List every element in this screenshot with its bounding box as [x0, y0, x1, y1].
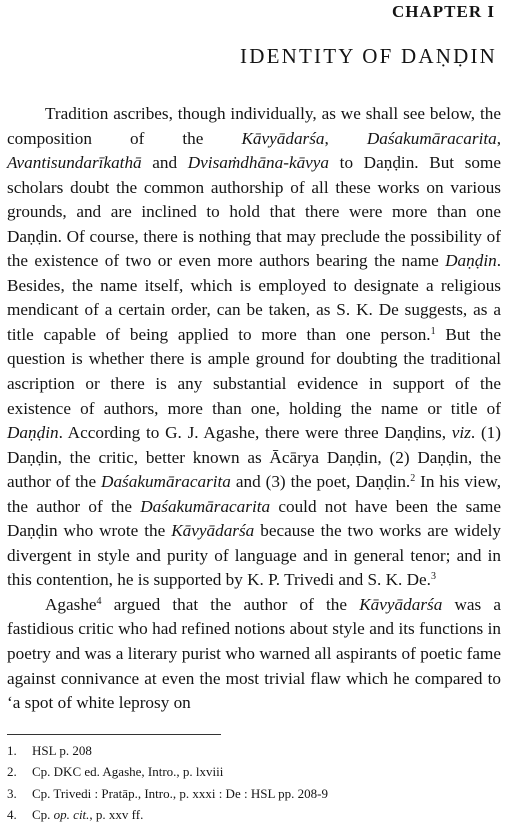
- footnote-2: [7, 761, 501, 782]
- footnote-text: [32, 764, 223, 779]
- footnote-ref: 2: [410, 473, 416, 485]
- italic-text: Dvisaṁdhāna-kāvya: [187, 153, 330, 173]
- italic-text: Kāvyādarśa: [359, 594, 443, 614]
- italic-text: Avantisundarīkathā: [7, 153, 142, 173]
- footnote-text: [32, 786, 328, 801]
- footnote-4: [7, 804, 501, 825]
- text-run: , p. xxv ff.: [89, 806, 144, 822]
- text-run: argued that the author of the: [101, 594, 360, 614]
- text-run: and: [141, 153, 188, 173]
- text-run: HSL p. 208: [32, 743, 92, 758]
- italic-text: Daśakumāracarita: [140, 496, 271, 516]
- footnote-number: 3.: [7, 785, 17, 801]
- text-run: Tradition ascribes, though individually, as we shall see below, the composition of the: [7, 104, 501, 148]
- footnote-ref: 4: [96, 595, 102, 607]
- text-run: ,: [324, 128, 367, 148]
- italic-text: Daṇḍin: [7, 423, 59, 443]
- italic-text: Kāvyādarśa: [241, 128, 325, 148]
- italic-text: viz: [451, 423, 471, 443]
- footnote-rule: [7, 734, 221, 735]
- footnote-1: [7, 740, 501, 761]
- text-run: because the two works are widely divergent in style and purity of language and in general tenor; and in this contention, he is supported by K. P. Trivedi and S. K. De.: [7, 521, 501, 590]
- footnote-ref: 3: [430, 571, 436, 583]
- footnotes: [7, 740, 501, 825]
- footnote-3: [7, 783, 501, 804]
- footnote-text: [32, 743, 92, 758]
- text-run: Cp.: [32, 806, 54, 822]
- text-run: could not have been the same Daṇḍin who wrote the: [7, 496, 501, 541]
- footnote-number: 1.: [7, 743, 17, 758]
- text-run: was a fastidious critic who had refined notions about style and its functions in poetry and was a literary purist who warned all aspirants of poetic fame against connivance at even the most trivial flaw which he compared to ‘a spot of white leprosy on: [7, 594, 502, 713]
- footnote-number: 2.: [7, 764, 17, 780]
- italic-text: op. cit.: [53, 806, 90, 822]
- text-run: Agashe: [45, 594, 97, 614]
- italic-text: Kāvyādarśa: [171, 521, 255, 541]
- text-run: Cp. DKC ed. Agashe, Intro., p. lxviii: [32, 764, 224, 780]
- text-run: . Besides, the name itself, which is employed to designate a religious mendicant of a certain order, can be taken, as S. K. De suggests, as a title capable of being applied to more than one person.: [7, 251, 501, 344]
- chapter-label: CHAPTER I: [392, 2, 495, 21]
- paragraph-2: [7, 593, 501, 716]
- text-run: and (3) the poet, Daṇḍin.: [230, 472, 411, 492]
- body-text: [7, 102, 501, 716]
- text-run: . (1) Daṇḍin, the critic, better known as Ācārya Daṇḍin, (2) Daṇḍin, the author of the: [7, 423, 501, 492]
- footnote-text: [32, 807, 143, 822]
- text-run: But the question is whether there is ample ground for doubting the traditional ascription or there is any substantial evidence in support of the existence of authors, more than one, holding the name or title of: [7, 324, 501, 418]
- text-run: In his view, the author of the: [7, 472, 502, 516]
- footnote-ref: 1: [430, 325, 436, 337]
- text-run: . According to G. J. Agashe, there were three Daṇḍins,: [58, 423, 452, 443]
- paragraph-1: [7, 102, 501, 593]
- footnote-number: 4.: [7, 806, 17, 822]
- text-run: Cp. Trivedi : Pratāp., Intro., p. xxxi : De : HSL pp. 208-9: [32, 785, 328, 801]
- chapter-title: IDENTITY OF DAṆḌIN: [240, 44, 497, 68]
- text-run: ,: [496, 128, 502, 148]
- italic-text: Daśakumāracarita: [101, 472, 231, 492]
- italic-text: Daṇḍin: [445, 251, 497, 271]
- text-run: to Daṇḍin. But some scholars doubt the common authorship of all these works on various grounds, and are inclined to hold that there were more than one Daṇḍin. Of course, there is nothing that may preclude the possibility of the existence of two or even more authors bearing the name: [7, 153, 501, 271]
- italic-text: Daśakumāracarita: [366, 128, 497, 148]
